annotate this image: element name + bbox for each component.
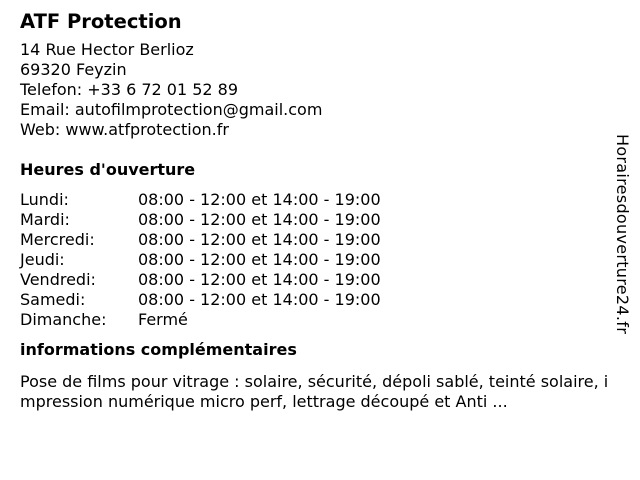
hours-row-samedi	[20, 290, 381, 310]
web-line: Web: www.atfprotection.fr	[20, 120, 229, 139]
hours-row-jeudi	[20, 250, 381, 270]
hours-time: Fermé	[138, 310, 188, 329]
hours-row-mercredi	[20, 230, 381, 250]
hours-row-vendredi	[20, 270, 381, 290]
hours-day: Jeudi:	[20, 250, 65, 269]
info-heading: informations complémentaires	[20, 340, 297, 359]
hours-day: Mardi:	[20, 210, 70, 229]
hours-day: Lundi:	[20, 190, 69, 209]
phone-line: Telefon: +33 6 72 01 52 89	[20, 80, 239, 99]
hours-day: Samedi:	[20, 290, 86, 309]
hours-time: 08:00 - 12:00 et 14:00 - 19:00	[138, 290, 381, 309]
business-name: ATF Protection	[20, 10, 182, 33]
hours-time: 08:00 - 12:00 et 14:00 - 19:00	[138, 210, 381, 229]
hours-day: Dimanche:	[20, 310, 107, 329]
hours-row-dimanche	[20, 310, 381, 330]
hours-time: 08:00 - 12:00 et 14:00 - 19:00	[138, 190, 381, 209]
address-line-1: 14 Rue Hector Berlioz	[20, 40, 194, 59]
hours-time: 08:00 - 12:00 et 14:00 - 19:00	[138, 250, 381, 269]
site-watermark: Horairesdouverture24.fr	[613, 134, 632, 335]
hours-heading: Heures d'ouverture	[20, 160, 196, 179]
business-card	[20, 8, 616, 412]
email-line: Email: autofilmprotection@gmail.com	[20, 100, 323, 119]
hours-day: Vendredi:	[20, 270, 96, 289]
info-text: Pose de films pour vitrage : solaire, sécurité, dépoli sablé, teinté solaire, impression numérique micro perf, lettrage découpé et Anti ...	[20, 372, 609, 411]
hours-row-lundi	[20, 190, 381, 210]
hours-row-mardi	[20, 210, 381, 230]
hours-time: 08:00 - 12:00 et 14:00 - 19:00	[138, 270, 381, 289]
hours-time: 08:00 - 12:00 et 14:00 - 19:00	[138, 230, 381, 249]
address-line-2: 69320 Feyzin	[20, 60, 127, 79]
hours-table	[20, 190, 381, 330]
contact-block	[20, 40, 616, 140]
hours-day: Mercredi:	[20, 230, 95, 249]
